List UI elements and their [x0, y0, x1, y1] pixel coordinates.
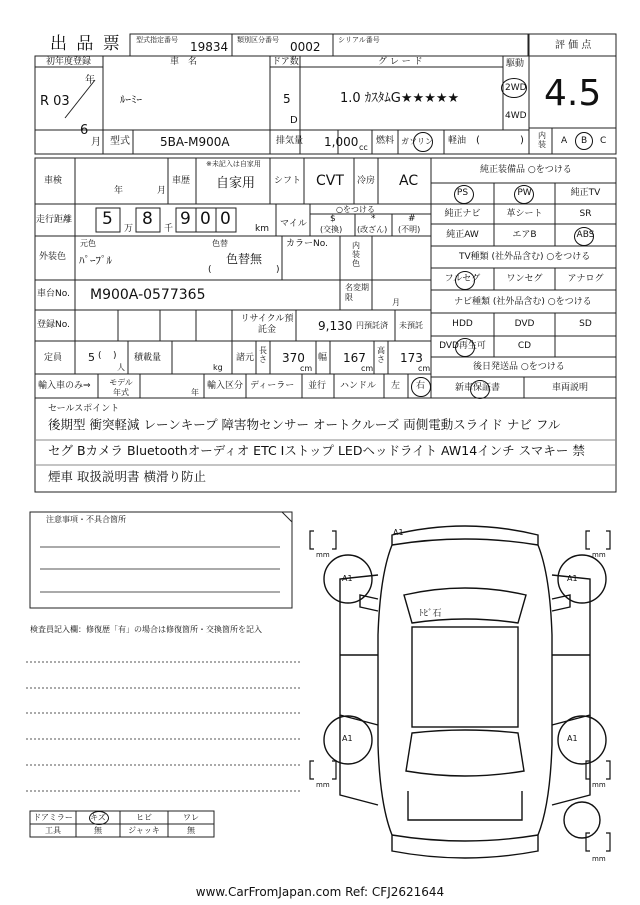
mirror-header: キズ — [90, 813, 106, 822]
length-value: 370 — [282, 351, 305, 365]
equip-item[interactable]: 純正ナビ — [444, 209, 481, 219]
type-label: 型式 — [110, 136, 130, 147]
tv-item[interactable]: アナログ — [567, 274, 604, 284]
mirror-scratch-circle — [89, 811, 109, 825]
first-reg-era: R 03 — [40, 94, 70, 109]
capacity-value: 5 — [88, 351, 95, 364]
mileage-unknown: (不明) — [398, 225, 421, 234]
tire-front-left-label: A1 — [342, 574, 353, 583]
history-label: 車歴 — [172, 176, 191, 186]
mile-label: マイル — [280, 219, 307, 229]
reg-label: 登録No. — [37, 320, 70, 330]
orig-color-label: 元色 — [80, 239, 96, 248]
model-cert-value: 19834 — [190, 40, 229, 54]
width-label: 幅 — [318, 353, 328, 363]
width-value: 167 — [343, 351, 366, 365]
capacity-unit: 人 — [117, 363, 125, 372]
interior-color-label: 内装色 — [352, 241, 360, 268]
displacement-value: 1,000 — [324, 135, 359, 149]
mm-unit: mm — [316, 551, 330, 559]
navi-item[interactable]: DVD再生可 — [439, 341, 486, 351]
sheet-title: 出 品 票 — [50, 34, 122, 54]
equip-item[interactable]: PS — [456, 188, 469, 198]
roof-damage-label: A1 — [393, 528, 404, 537]
import-dealer[interactable]: ディーラー — [250, 381, 295, 391]
docs-item[interactable]: 新車保証書 — [454, 383, 500, 393]
orig-color-value: ﾊﾟｰﾌﾟﾙ — [79, 254, 112, 267]
sales-label: セールスポイント — [48, 404, 120, 414]
serial-label: シリアル番号 — [338, 36, 380, 44]
mm-unit: mm — [592, 551, 606, 559]
handle-label: ハンドル — [340, 381, 377, 391]
equip-item[interactable]: PW — [517, 188, 532, 198]
inspection-label: 車検 — [44, 176, 63, 186]
interior-b[interactable]: B — [581, 136, 588, 146]
mirror-header: ヒビ — [136, 813, 152, 822]
fuel-paren-open: ( — [476, 135, 480, 146]
mileage-exchange: (交換) — [320, 225, 343, 234]
mileage-digit: 9 — [180, 209, 192, 229]
repaint-paren-open: ( — [208, 265, 212, 275]
mm-unit: mm — [592, 855, 606, 863]
door-type: D — [290, 115, 298, 126]
mileage-hash: # — [408, 214, 416, 224]
docs-item[interactable]: 車両説明 — [551, 383, 588, 393]
ac-label: 冷房 — [357, 176, 376, 186]
equip-item[interactable]: エアB — [512, 230, 537, 240]
doors-value: 5 — [283, 92, 291, 106]
equip-pw-circle — [514, 185, 534, 204]
mileage-digit: 5 — [102, 209, 114, 229]
capacity-paren-close: ) — [113, 351, 117, 361]
caution-label: 注意事項・不具合箇所 — [46, 515, 126, 524]
mileage-man: 万 — [124, 224, 134, 234]
recycle-value: 9,130 — [318, 319, 353, 333]
handle-left[interactable]: 左 — [391, 381, 401, 391]
capacity-paren-open: ( — [98, 351, 102, 361]
model-year-label: モデル年式 — [109, 378, 133, 397]
equip-title: 純正装備品 ○をつける — [480, 165, 572, 175]
equip-item[interactable]: 純正AW — [446, 230, 479, 240]
class-label: 類別区分番号 — [237, 36, 279, 44]
navi-title: ナビ種類 (社外品含む) ○をつける — [454, 297, 592, 307]
height-cm: cm — [418, 364, 431, 373]
ac-value: AC — [399, 173, 419, 189]
fuel-label: 燃料 — [376, 136, 395, 146]
navi-item[interactable]: SD — [579, 319, 592, 329]
fuel-paren-close: ) — [520, 135, 524, 146]
recycle-not-deposited[interactable]: 未預託 — [399, 321, 423, 330]
equip-item[interactable]: SR — [579, 209, 592, 219]
handle-right[interactable]: 右 — [416, 381, 426, 391]
mm-unit: mm — [592, 781, 606, 789]
transfer-month-unit: 月 — [392, 298, 400, 307]
equip-item[interactable]: 純正TV — [570, 188, 601, 198]
docs-title: 後日発送品 ○をつける — [473, 362, 565, 372]
history-value: 自家用 — [216, 176, 256, 191]
grade-label: グ レ ー ド — [378, 57, 423, 67]
mirror-row-cell: 無 — [187, 826, 195, 835]
mileage-dollar: $ — [330, 214, 336, 224]
tv-fullseg-circle — [455, 271, 475, 290]
first-reg-label: 初年度登録 — [46, 57, 92, 67]
tv-item[interactable]: ワンセグ — [506, 274, 543, 284]
load-kg: kg — [213, 363, 223, 372]
import-label: 輸入車のみ⇒ — [38, 381, 91, 391]
drive-label: 駆動 — [506, 59, 525, 69]
equip-item[interactable]: 革シート — [506, 209, 543, 219]
import-parallel[interactable]: 並行 — [308, 381, 327, 391]
first-reg-month: 6 — [80, 123, 89, 138]
cc-unit: cc — [359, 143, 368, 152]
mileage-digit: 0 — [220, 209, 232, 229]
drive-2wd[interactable]: 2WD — [505, 83, 527, 93]
mirror-row-cell: 無 — [94, 826, 102, 835]
first-reg-month-unit: 月 — [91, 137, 101, 148]
chassis-value: M900A-0577365 — [90, 287, 206, 303]
mm-unit: mm — [316, 781, 330, 789]
repaint-paren-close: ) — [276, 265, 280, 275]
height-label: 高さ — [377, 346, 385, 364]
sales-line: セグ Bカメラ Bluetoothオーディオ ETC Iストップ LEDヘッドライト AW14インチ スマキー 禁 — [48, 443, 585, 458]
model-cert-label: 型式指定番号 — [136, 36, 178, 44]
repaint-label: 色替 — [212, 239, 228, 248]
fuel-gas[interactable]: ガソリン — [401, 137, 433, 146]
first-reg-year-unit: 年 — [85, 75, 95, 86]
docs-warranty-circle — [470, 380, 490, 399]
inspection-year-unit: 年 — [114, 186, 124, 196]
history-note: ※未記入は自家用 — [206, 160, 261, 168]
interior-b-circle — [575, 132, 593, 150]
mirror-row-cell: 工具 — [45, 826, 61, 835]
recycle-deposited[interactable]: 円預託済 — [356, 321, 388, 330]
mileage-digit: 8 — [142, 209, 154, 229]
chassis-label: 車台No. — [37, 289, 70, 299]
navi-item[interactable]: CD — [517, 341, 532, 351]
displacement-label: 排気量 — [276, 136, 304, 146]
mileage-altered: (改ざん) — [357, 225, 388, 234]
tire-rear-right-label: A1 — [567, 734, 578, 743]
inspector-label: 検査員記入欄：修復歴「有」の場合は修復箇所・交換箇所を記入 — [30, 625, 262, 634]
recycle-label: リサイクル預託金 — [240, 314, 294, 335]
mileage-km: km — [255, 224, 269, 234]
mileage-sen: 千 — [164, 224, 174, 234]
score-value: 4.5 — [544, 73, 602, 114]
length-label: 長さ — [259, 346, 267, 364]
repaint-value: 色替無 — [226, 252, 263, 266]
model-year-unit: 年 — [191, 388, 199, 397]
equip-ps-circle — [454, 185, 474, 204]
color-no-label: カラーNo. — [286, 239, 328, 249]
footer-watermark: www.CarFromJapan.com Ref: CFJ2621644 — [195, 885, 445, 899]
transfer-label: 名変期限 — [345, 283, 369, 302]
navi-item[interactable]: DVD — [514, 319, 535, 329]
tv-item[interactable]: フルセグ — [444, 274, 481, 284]
tire-rear-left-label: A1 — [342, 734, 353, 743]
mileage-digit: 0 — [200, 209, 212, 229]
tire-front-right-label: A1 — [567, 574, 578, 583]
drive-4wd[interactable]: 4WD — [505, 111, 527, 121]
inspection-month-unit: 月 — [157, 186, 167, 196]
height-value: 173 — [400, 351, 423, 365]
shift-label: シフト — [274, 176, 302, 186]
width-cm: cm — [361, 364, 374, 373]
tv-title: TV種類 (社外品含む) ○をつける — [459, 252, 591, 262]
interior-a[interactable]: A — [561, 136, 568, 146]
fuel-diesel[interactable]: 軽油 — [448, 136, 467, 146]
grade-value: 1.0 ｶｽﾀﾑG★★★★★ — [340, 91, 460, 106]
sales-line: 後期型 衝突軽減 レーンキープ 障害物センサー オートクルーズ 両側電動スライド ナビ フル — [48, 417, 561, 432]
doors-label: ドア数 — [272, 57, 299, 67]
mileage-label: 走行距離 — [36, 215, 73, 225]
class-value: 0002 — [290, 40, 321, 54]
type-value: 5BA-M900A — [160, 135, 230, 149]
mirror-row-cell: ジャッキ — [128, 826, 160, 835]
mirror-header: ワレ — [183, 813, 199, 822]
mileage-circle-note: ○をつける — [336, 205, 375, 214]
color-label: 外装色 — [39, 252, 67, 262]
equip-abs-circle — [574, 227, 594, 246]
car-name-value: ﾙｰﾐｰ — [120, 93, 142, 106]
import-class-label: 輸入区分 — [207, 381, 244, 391]
dims-label: 諸元 — [236, 353, 255, 363]
car-name-label: 車 名 — [170, 57, 198, 67]
length-cm: cm — [300, 364, 313, 373]
capacity-label: 定員 — [44, 353, 63, 363]
load-label: 積載量 — [134, 353, 162, 363]
handle-right-circle — [411, 377, 431, 397]
shift-value: CVT — [316, 173, 344, 189]
navi-dvd-circle — [455, 338, 475, 357]
score-label: 評 価 点 — [555, 40, 592, 51]
sales-line: 煙車 取扱説明書 横滑り防止 — [48, 469, 206, 484]
equip-item[interactable]: ABS — [576, 230, 595, 240]
mileage-star: * — [371, 214, 376, 224]
fuel-gas-circle — [413, 132, 433, 152]
navi-item[interactable]: HDD — [452, 319, 473, 329]
interior-c[interactable]: C — [600, 136, 607, 146]
mirror-header: ドアミラー — [33, 813, 73, 822]
drive-2wd-circle — [501, 78, 527, 98]
windshield-chip-note: ﾄﾋﾞ石 — [419, 609, 442, 619]
car-damage-diagram — [300, 515, 630, 870]
interior-label: 内装 — [538, 131, 546, 149]
